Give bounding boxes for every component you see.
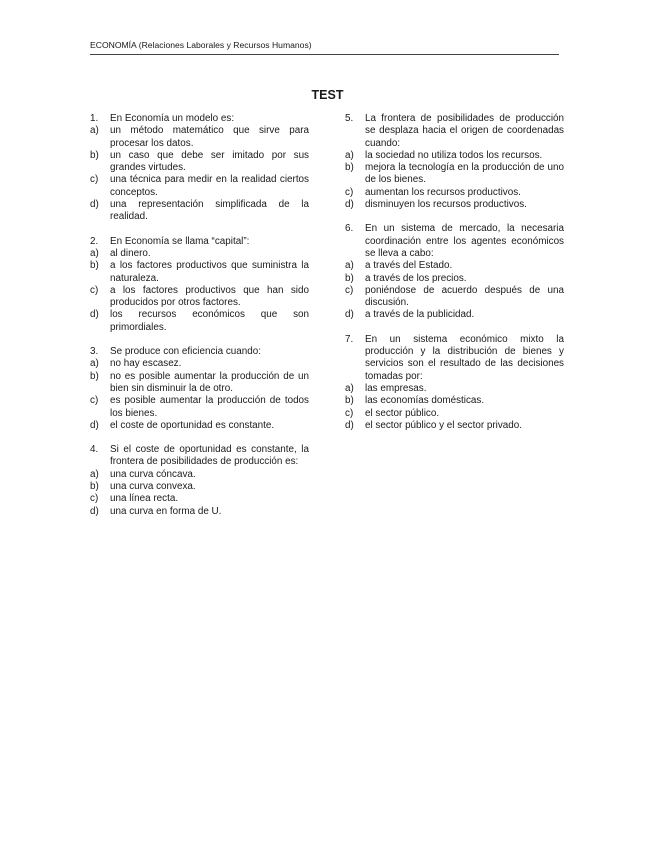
question-number: 1. [90,113,99,124]
question-stem [345,334,564,383]
option-text: las economías domésticas. [365,395,485,407]
answer-option [90,285,309,310]
answer-option [345,187,564,199]
question-stem [90,444,309,469]
option-letter: b) [90,481,99,493]
answer-option [90,199,309,224]
option-letter: a) [90,358,99,370]
answer-option [90,309,309,334]
option-letter: b) [90,370,99,382]
answer-option [90,150,309,175]
answer-option [90,125,309,150]
option-text: el coste de oportunidad es constante. [110,419,275,431]
option-text: la sociedad no utiliza todos los recursos. [365,149,543,161]
option-text: un caso que debe ser imitado por sus grandes virtudes. [110,149,309,174]
question-text: La frontera de posibilidades de producción se desplaza hacia el origen de coordenadas cuando: [365,113,564,149]
option-text: una línea recta. [110,493,179,505]
question-block [90,236,309,334]
test-title: TEST [311,88,344,102]
option-text: una técnica para medir en la realidad ciertos conceptos. [110,174,309,198]
option-letter: d) [90,309,99,321]
question-number: 5. [345,113,354,124]
answer-option [90,395,309,420]
question-number: 3. [90,346,99,358]
option-text: el sector público y el sector privado. [365,419,522,431]
option-letter: c) [90,174,99,186]
option-letter: c) [345,407,354,419]
answer-option [345,383,564,395]
option-letter: d) [90,505,99,517]
option-letter: c) [90,493,99,505]
option-text: a los factores productivos que han sido producidos por otros factores. [110,284,309,309]
option-text: no es posible aumentar la producción de un bien sin disminuir la de otro. [110,370,309,394]
option-text: a través del Estado. [365,260,453,272]
option-text: las empresas. [365,382,427,394]
question-number: 6. [345,223,354,235]
question-text: En un sistema de mercado, la necesaria coordinación entre los agentes económicos se lleva a cabo: [365,223,564,259]
question-number: 7. [345,333,354,345]
answer-option [345,285,564,310]
option-text: una curva en forma de U. [110,505,222,517]
option-letter: a) [345,260,354,272]
option-text: disminuyen los recursos productivos. [365,199,527,211]
option-text: una curva convexa. [110,481,196,493]
option-letter: c) [345,284,354,296]
question-text: En un sistema económico mixto la producción y la distribución de bienes y servicios son el resultado de las decisiones tomadas por: [365,333,564,382]
option-letter: b) [345,162,354,174]
answer-option [90,506,309,518]
question-stem [345,113,564,150]
answer-option [345,395,564,407]
option-letter: b) [345,395,354,407]
option-text: una representación simplificada de la realidad. [110,199,309,223]
answer-option [345,150,564,162]
option-text: no hay escasez. [110,358,182,370]
option-letter: a) [345,149,354,161]
option-letter: b) [90,260,99,272]
option-text: al dinero. [110,247,151,259]
question-block [345,113,564,211]
question-stem [90,113,309,125]
option-text: es posible aumentar la producción de todos los bienes. [110,395,309,419]
answer-option [345,309,564,321]
question-block [90,346,309,432]
option-letter: d) [90,419,99,431]
page-header: ECONOMÍA (Relaciones Laborales y Recursos Humanos) [90,40,559,55]
answer-option [90,493,309,505]
question-stem [345,223,564,260]
option-text: mejora la tecnología en la producción de uno de los bienes. [365,162,564,186]
option-letter: c) [345,186,354,198]
answer-option [345,273,564,285]
option-text: poniéndose de acuerdo después de una discusión. [365,284,564,309]
option-letter: a) [90,125,99,137]
answer-option [90,174,309,199]
option-letter: d) [345,419,354,431]
question-text: En Economía un modelo es: [110,113,235,124]
answer-option [345,162,564,187]
question-stem [90,346,309,358]
option-letter: d) [345,199,354,211]
option-text: aumentan los recursos productivos. [365,186,521,198]
question-number: 2. [90,235,99,247]
option-text: los recursos económicos que son primordiales. [110,309,309,333]
option-letter: b) [90,149,99,161]
option-letter: c) [90,395,99,407]
option-letter: a) [90,247,99,259]
option-text: el sector público. [365,407,440,419]
answer-option [90,420,309,432]
question-block [90,444,309,518]
answer-option [90,481,309,493]
question-text: Si el coste de oportunidad es constante, la frontera de posibilidades de producción es: [110,444,309,468]
option-letter: d) [345,309,354,321]
answer-option [90,469,309,481]
answer-option [345,420,564,432]
answer-option [90,260,309,285]
question-number: 4. [90,444,99,456]
question-block [345,334,564,432]
option-text: a los factores productivos que suministra la naturaleza. [110,260,309,284]
question-text: Se produce con eficiencia cuando: [110,346,261,358]
option-letter: a) [345,382,354,394]
option-text: un método matemático que sirve para procesar los datos. [110,125,309,149]
option-letter: a) [90,468,99,480]
answer-option [345,260,564,272]
question-block [90,113,309,224]
question-text: En Economía se llama “capital”: [110,235,250,247]
question-block [345,223,564,321]
option-letter: b) [345,272,354,284]
option-text: a través de los precios. [365,272,467,284]
option-letter: d) [90,199,99,211]
option-text: a través de la publicidad. [365,309,475,321]
right-column [345,113,564,444]
question-stem [90,236,309,248]
answer-option [90,248,309,260]
option-text: una curva cóncava. [110,468,196,480]
option-letter: c) [90,284,99,296]
answer-option [345,199,564,211]
left-column [90,113,309,530]
answer-option [345,408,564,420]
answer-option [90,358,309,370]
answer-option [90,371,309,396]
